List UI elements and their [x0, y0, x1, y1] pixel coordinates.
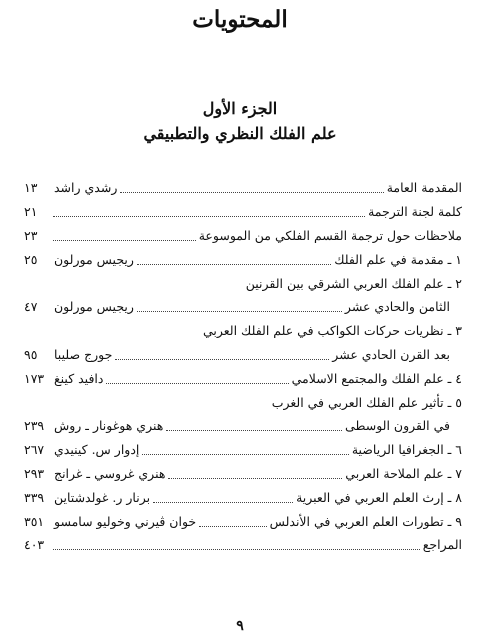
toc-entry — [24, 200, 462, 224]
toc-entry-author: إدوار س. كينيدي — [54, 442, 140, 458]
dot-leader — [142, 454, 348, 455]
part-subheading: علم الفلك النظري والتطبيقي — [143, 124, 337, 143]
toc-entry — [24, 438, 462, 462]
toc-entry-page: ١٧٣ — [24, 370, 45, 386]
toc-entry-title: ٥ ـ تأثير علم الفلك العربي في الغرب — [271, 394, 462, 410]
dot-leader — [166, 430, 342, 431]
toc-entry-author: هنري غروسي ـ غرانج — [54, 465, 166, 481]
toc-entry-author: جورج صليبا — [54, 346, 113, 362]
toc-entry — [24, 224, 462, 248]
toc-entry-page: ٢٦٧ — [24, 442, 45, 458]
toc-entry-title: ٧ ـ علم الملاحة العربي — [345, 465, 462, 481]
toc-entry-title: ٩ ـ تطورات العلم العربي في الأندلس — [269, 513, 462, 529]
toc-entry — [24, 509, 462, 533]
toc-entry-author: ريجيس مورلون — [54, 299, 134, 315]
dot-leader — [137, 311, 342, 312]
toc-entry — [24, 414, 462, 438]
toc-entry-title: بعد القرن الحادي عشر — [332, 346, 450, 362]
dot-leader — [106, 383, 288, 384]
toc-entry-page: ٢٣ — [24, 227, 38, 243]
toc-entry — [24, 533, 462, 557]
toc-entry-page: ٤٠٣ — [24, 537, 45, 553]
toc-entry — [24, 247, 462, 271]
toc-entry-page: ٣٥١ — [24, 513, 45, 529]
dot-leader — [168, 478, 342, 479]
toc-entry-page: ٢٥ — [24, 251, 38, 267]
toc-entry — [24, 343, 462, 367]
toc-entry — [24, 271, 462, 295]
toc-entry-title: ٨ ـ إرث العلم العربي في العبرية — [296, 489, 462, 505]
toc-entry-title: ٦ ـ الجغرافيا الرياضية — [351, 442, 462, 458]
toc-entry-author: رشدي راشد — [54, 180, 118, 196]
toc-entry-page: ٢١ — [24, 204, 38, 220]
toc-entry — [24, 462, 462, 486]
toc-entry-author: هنري هوغونار ـ روش — [54, 418, 164, 434]
toc-entry-page: ٤٧ — [24, 299, 38, 315]
toc-entry-page: ٣٣٩ — [24, 489, 45, 505]
toc-entry — [24, 319, 462, 343]
toc-entry-title: ٣ ـ نظريات حركات الكواكب في علم الفلك العربي — [202, 323, 462, 339]
toc-entry-title: ١ ـ مقدمة في علم الفلك — [334, 251, 462, 267]
table-of-contents — [24, 176, 462, 557]
toc-entry-title: الثامن والحادي عشر — [344, 299, 450, 315]
toc-entry-title: ٢ ـ علم الفلك العربي الشرقي بين القرنين — [245, 275, 462, 291]
toc-entry — [24, 176, 462, 200]
dot-leader — [153, 502, 293, 503]
dot-leader — [53, 240, 196, 241]
dot-leader — [137, 264, 331, 265]
toc-entry-page: ٢٩٣ — [24, 465, 45, 481]
toc-entry-title: ٤ ـ علم الفلك والمجتمع الاسلامي — [291, 370, 462, 386]
page-number: ٩ — [236, 618, 244, 634]
toc-entry-author: ريجيس مورلون — [54, 251, 134, 267]
dot-leader — [120, 192, 383, 193]
toc-entry-page: ٩٥ — [24, 346, 38, 362]
dot-leader — [199, 526, 266, 527]
page-title: المحتويات — [192, 6, 288, 33]
toc-entry — [24, 295, 462, 319]
part-heading: الجزء الأول — [202, 99, 278, 118]
toc-entry-title: المقدمة العامة — [386, 180, 462, 196]
toc-entry-title: كلمة لجنة الترجمة — [368, 204, 462, 220]
toc-entry — [24, 485, 462, 509]
toc-entry-author: دافيد كينغ — [54, 370, 104, 386]
dot-leader — [115, 359, 329, 360]
toc-entry-page: ٢٣٩ — [24, 418, 45, 434]
toc-entry-title: ملاحظات حول ترجمة القسم الفلكي من الموسوعة — [198, 227, 462, 243]
toc-entry-author: خوان ڤيرني وخوليو سامسو — [54, 513, 197, 529]
dot-leader — [53, 216, 365, 217]
toc-entry-title: في القرون الوسطى — [345, 418, 450, 434]
toc-entry-title: المراجع — [422, 537, 462, 553]
toc-entry-author: برنار ر. غولدشتاين — [54, 489, 151, 505]
dot-leader — [53, 549, 420, 550]
toc-entry-page: ١٣ — [24, 180, 38, 196]
toc-entry — [24, 390, 462, 414]
toc-entry — [24, 366, 462, 390]
